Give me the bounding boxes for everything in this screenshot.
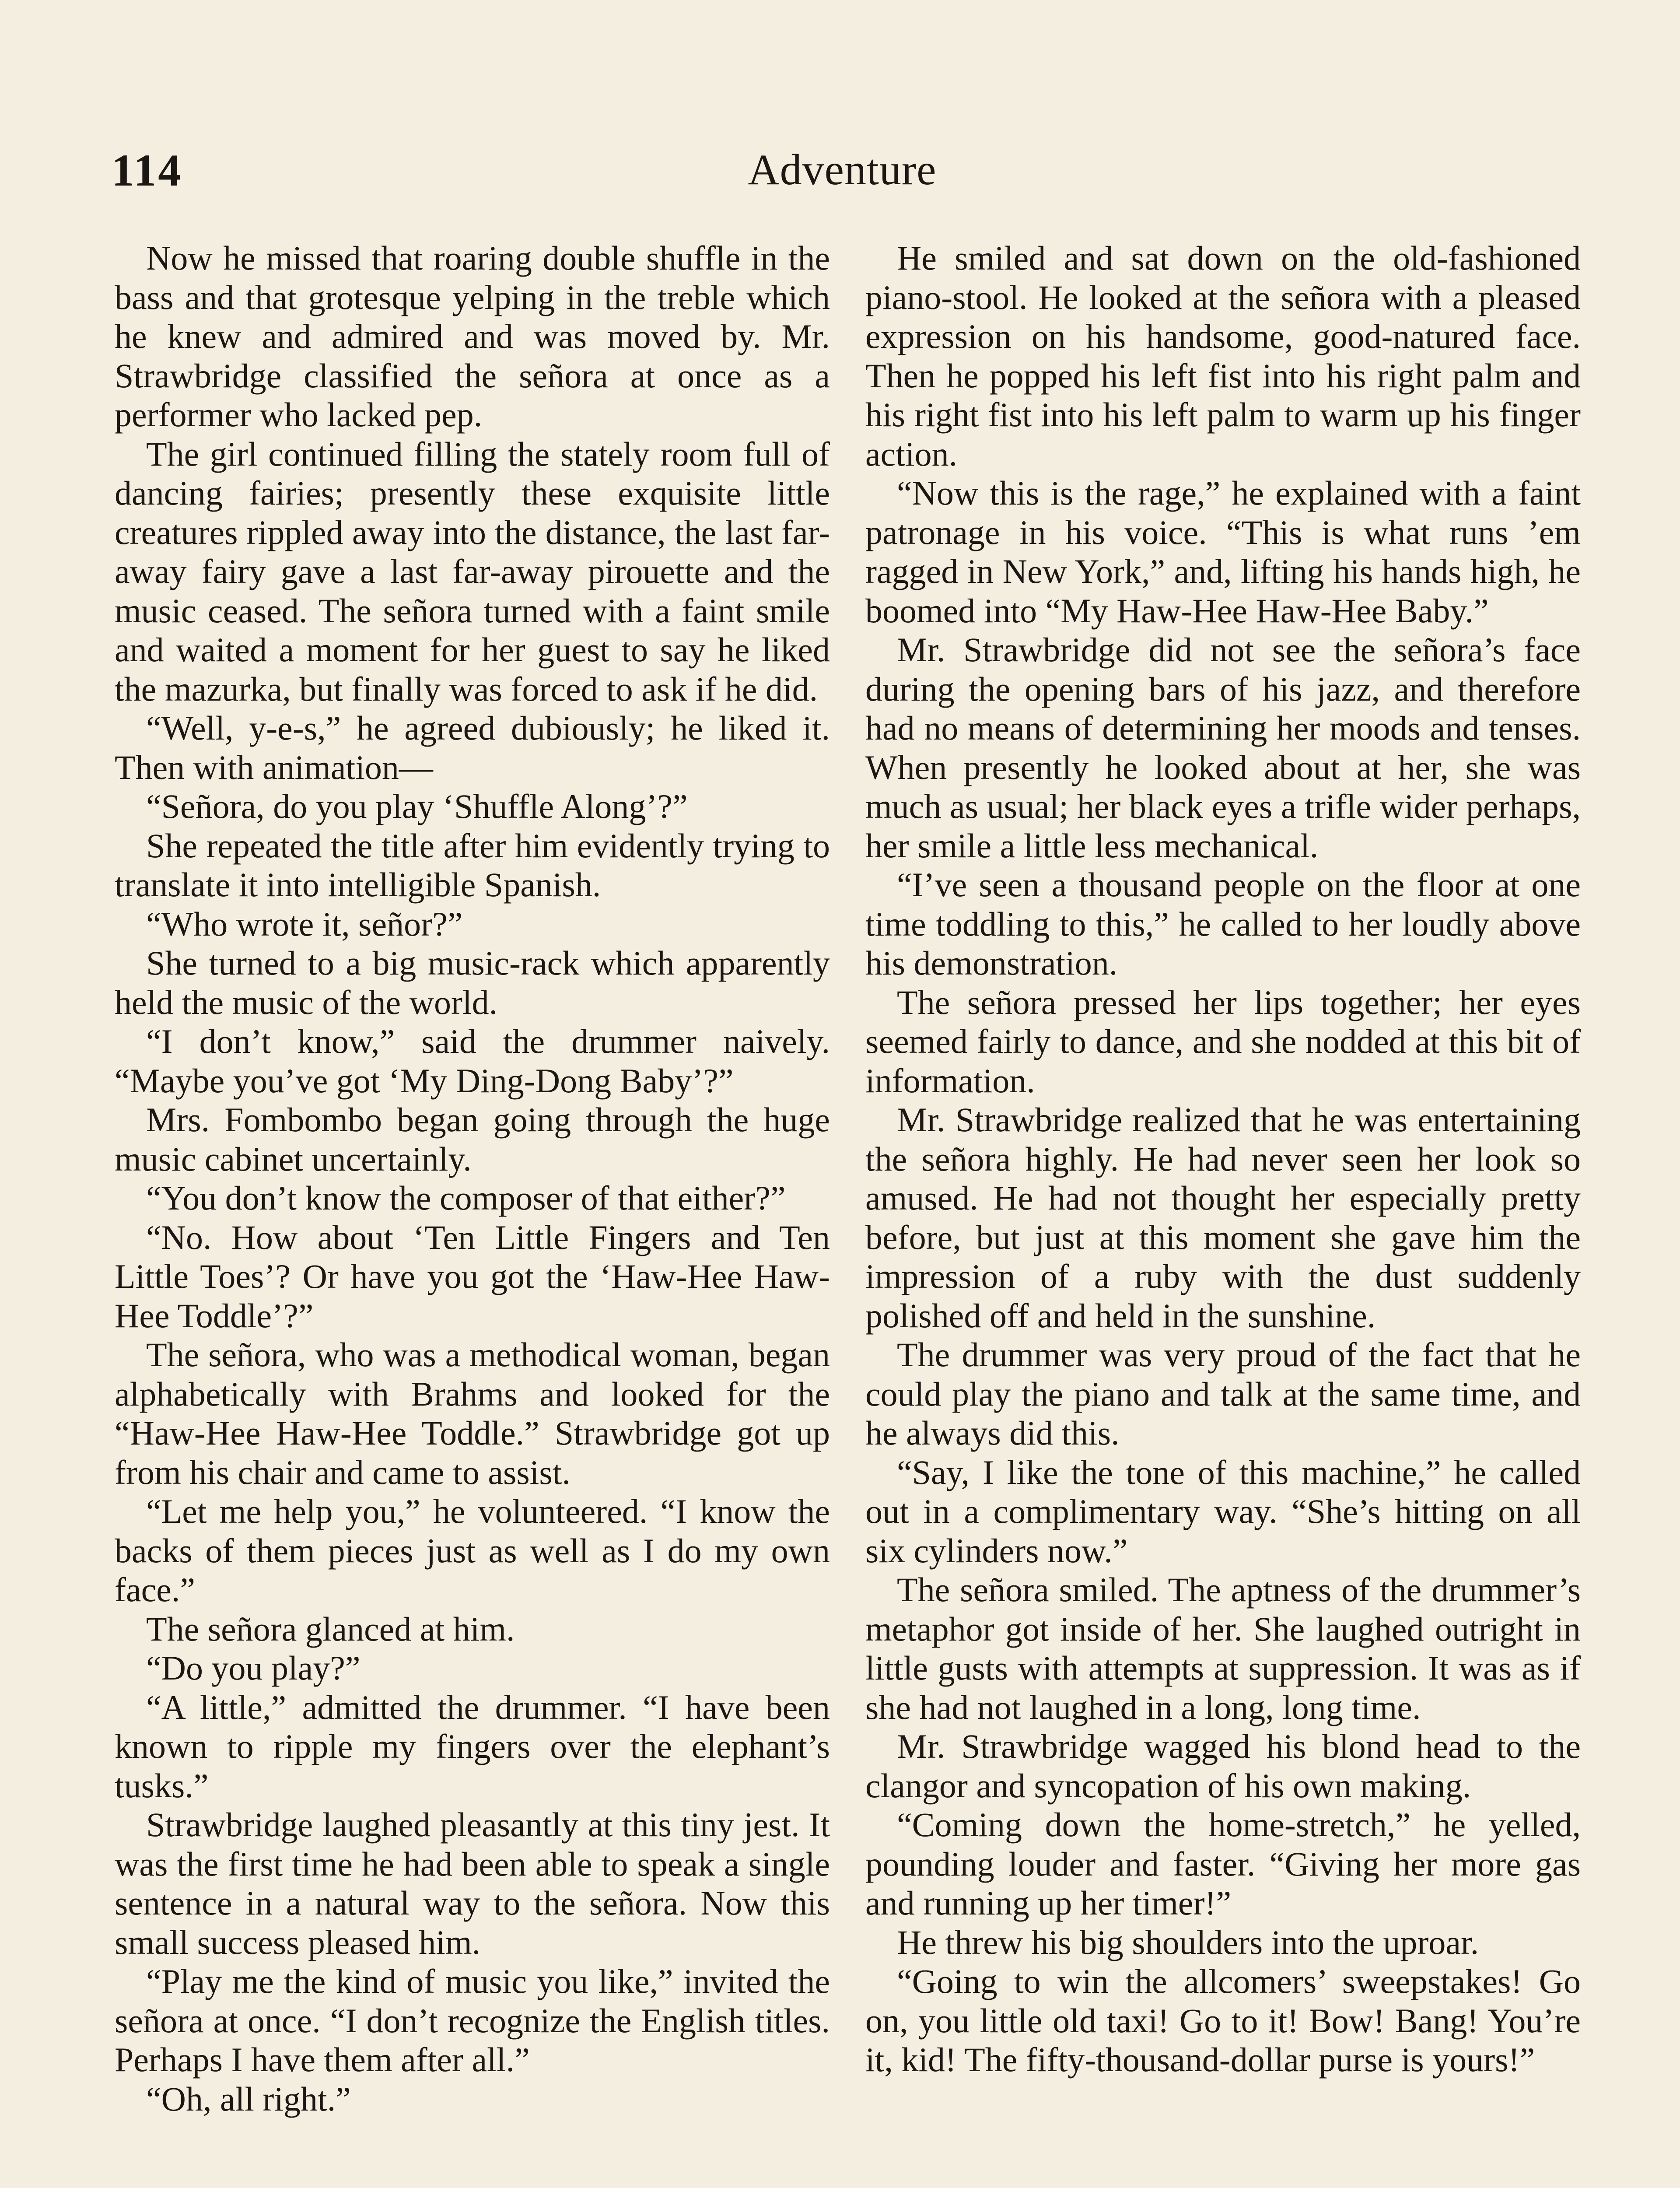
page-number: 114 (112, 145, 183, 196)
running-title: Adventure (748, 145, 937, 194)
paragraph: The girl continued filling the stately room full of dancing fairies; presently these exquisite little creatures rippled away into the distance, the last far-away fairy gave a last far-away pirouette and the music ceased. The señora turned with a faint smile and waited a moment for her guest to say he liked the mazurka, but finally was forced to ask if he did. (115, 435, 830, 708)
paragraph: “Play me the kind of music you like,” invited the señora at once. “I don’t recognize the English titles. Perhaps I have them after all.” (115, 1962, 830, 2079)
paragraph: Now he missed that roaring double shuffle in the bass and that grotesque yelping in the treble which he knew and admired and was moved by. Mr. Strawbridge classified the señora at once as a performer who lacked pep. (115, 239, 830, 434)
paragraph: “Coming down the home-stretch,” he yelled, pounding louder and faster. “Giving her more gas and running up her timer!” (865, 1806, 1581, 1922)
paragraph: The señora smiled. The aptness of the drummer’s metaphor got inside of her. She laughed outright in little gusts with attempts at suppression. It was as if she had not laughed in a long, long time. (865, 1571, 1581, 1726)
paragraph: “Do you play?” (146, 1649, 360, 1687)
paragraph: “A little,” admitted the drummer. “I have been known to ripple my fingers over the elephant’s tusks.” (115, 1688, 830, 1805)
left-text-column (115, 238, 830, 2118)
paragraph: “Let me help you,” he volunteered. “I know the backs of them pieces just as well as I do my own face.” (115, 1492, 830, 1609)
paragraph: “Who wrote it, señor?” (146, 905, 463, 943)
paragraph: He smiled and sat down on the old-fashioned piano-stool. He looked at the señora with a pleased expression on his handsome, good-natured face. Then he popped his left fist into his right palm and his right fist into his left palm to warm up his finger action. (865, 239, 1581, 473)
paragraph: He threw his big shoulders into the uproar. (897, 1923, 1479, 1961)
paragraph: “Say, I like the tone of this machine,” he called out in a complimentary way. “She’s hitting on all six cylinders now.” (865, 1453, 1581, 1570)
paragraph: Mr. Strawbridge wagged his blond head to the clangor and syncopation of his own making. (865, 1727, 1581, 1805)
paragraph: “Señora, do you play ‘Shuffle Along’?” (146, 787, 688, 825)
paragraph: The drummer was very proud of the fact that he could play the piano and talk at the same time, and he always did this. (865, 1336, 1581, 1452)
paragraph: “You don’t know the composer of that either?” (146, 1179, 786, 1217)
paragraph: The señora glanced at him. (146, 1609, 515, 1648)
paragraph: “No. How about ‘Ten Little Fingers and Ten Little Toes’? Or have you got the ‘Haw-Hee Haw-Hee Toddle’?” (115, 1218, 830, 1335)
paragraph: “Well, y-e-s,” he agreed dubiously; he liked it. Then with animation— (115, 709, 830, 786)
paragraph: Mr. Strawbridge realized that he was entertaining the señora highly. He had never seen her look so amused. He had not thought her especially pretty before, but just at this moment she gave him the impression of a ruby with the dust suddenly polished off and held in the sunshine. (865, 1101, 1581, 1335)
paragraph: “Going to win the allcomers’ sweepstakes! Go on, you little old taxi! Go to it! Bow! Bang! You’re it, kid! The fifty-thousand-dollar purse is yours!” (865, 1962, 1581, 2079)
paragraph: The señora pressed her lips together; her eyes seemed fairly to dance, and she nodded at this bit of information. (865, 983, 1581, 1100)
paragraph: She repeated the title after him evidently trying to translate it into intelligible Spanish. (115, 826, 830, 904)
right-text-column (865, 238, 1581, 2079)
paragraph: “Oh, all right.” (146, 2079, 351, 2118)
paragraph: The señora, who was a methodical woman, began alphabetically with Brahms and looked for the “Haw-Hee Haw-Hee Toddle.” Strawbridge got up from his chair and came to assist. (115, 1336, 830, 1491)
paragraph: Strawbridge laughed pleasantly at this tiny jest. It was the first time he had been able to speak a single sentence in a natural way to the señora. Now this small success pleased him. (115, 1806, 830, 1961)
paragraph: She turned to a big music-rack which apparently held the music of the world. (115, 944, 830, 1021)
paragraph: Mrs. Fombombo began going through the huge music cabinet uncertainly. (115, 1101, 830, 1178)
paragraph: “I don’t know,” said the drummer naively. “Maybe you’ve got ‘My Ding-Dong Baby’?” (115, 1022, 830, 1100)
paragraph: Mr. Strawbridge did not see the señora’s face during the opening bars of his jazz, and therefore had no means of determining her moods and tenses. When presently he looked about at her, she was much as usual; her black eyes a trifle wider perhaps, her smile a little less mechanical. (865, 631, 1581, 865)
page-header (112, 144, 1573, 201)
paragraph: “I’ve seen a thousand people on the floor at one time toddling to this,” he called to her loudly above his demonstration. (865, 866, 1581, 982)
paragraph: “Now this is the rage,” he explained with a faint patronage in his voice. “This is what runs ’em ragged in New York,” and, lifting his hands high, he boomed into “My Haw-Hee Haw-Hee Baby.” (865, 474, 1581, 630)
